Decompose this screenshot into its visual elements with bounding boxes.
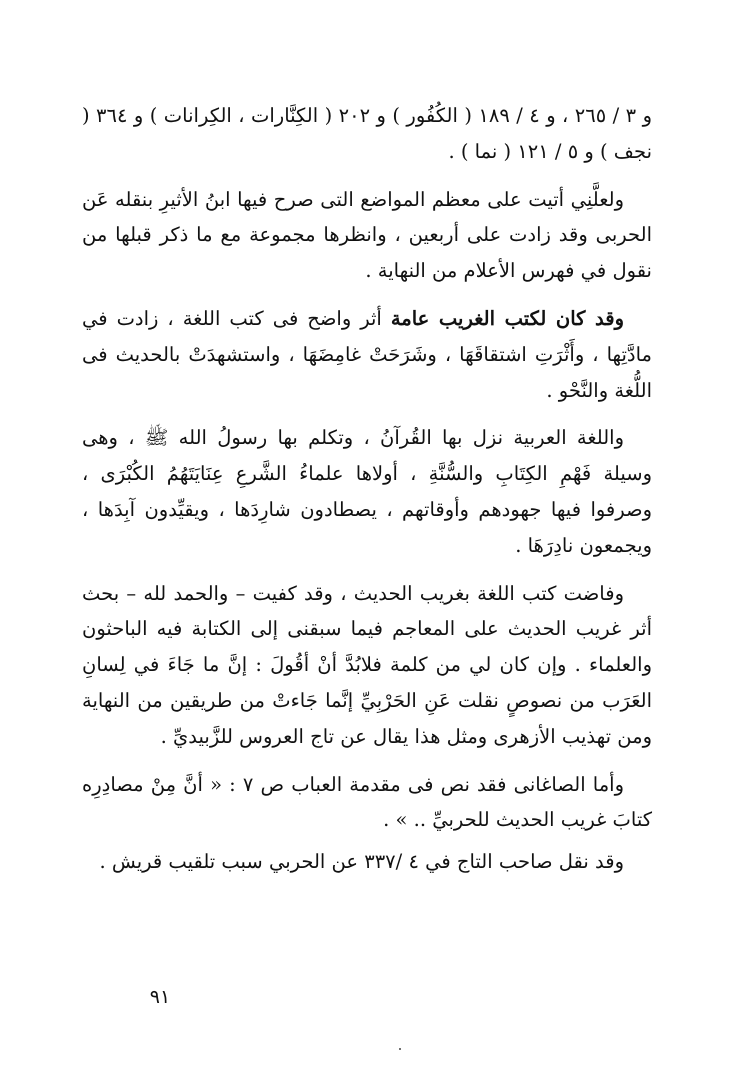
paragraph-taj: وقد نقل صاحب التاج في ٤ /٣٣٧ عن الحربي سبب تلقيب قريش . xyxy=(99,850,624,874)
paragraph-gharib-books-rest: أثر واضح فى كتب اللغة ، زادت في مادَّتِها ، وأَثْرَتِ اشتقاقَهَا ، وشَرَحَتْ غامِضَهَا ، واستشهدَتْ بالحديث فى اللُّغة والنَّحْو . xyxy=(82,306,652,402)
paragraph-gharib-books xyxy=(82,301,652,408)
page-number: ٩١ xyxy=(149,986,171,1008)
paragraph-saghani: وأما الصاغانى فقد نص فى مقدمة العباب ص ٧ : « أنَّ مِنْ مصادِرِه كتابَ غريب الحديث للحربيِّ .. » . xyxy=(82,772,652,832)
paragraph-citations: و ٣ / ٢٦٥ ، و ٤ / ١٨٩ ( الكُفُور ) و ٢٠٢ ( الكِنَّارات ، الكِرانات ) و ٣٦٤ ( نجف ) و ٥ / ١٢١ ( نما ) . xyxy=(82,104,652,163)
paragraph-ibn-athir: ولعلَّنِي أتيت على معظم المواضع التى صرح فيها ابنُ الأثيرِ بنقله عَن الحربى وقد زادت على أربعين ، وانظرها مجموعة مع ما ذكر قبلها من نقول في فهرس الأعلام من النهاية . xyxy=(82,187,652,283)
scan-speck xyxy=(399,1048,401,1050)
paragraph-arabic-language: واللغة العربية نزل بها القُرآنُ ، وتكلم بها رسولُ الله ﷺ ، وهى وسيلة فَهْمِ الكِتَابِ والسُّنَّةِ ، أولاها علماءُ الشَّرعِ عِنَايَتَهُمُ الكُبْرَى ، وصرفوا فيها جهودهم وأوقاتهم ، يصطادون شارِدَها ، ويقيِّدون آبِدَها ، ويجمعون نادِرَهَا . xyxy=(82,426,652,557)
paragraph-dictionaries: وفاضت كتب اللغة بغريب الحديث ، وقد كفيت – والحمد لله – بحث أثر غريب الحديث على المعاجم فيما سبقنى إلى الكتابة فيه الباحثون والعلماء . وإن كان لي من كلمة فلابُدَّ أنْ أقُولَ : إنَّ ما جَاءَ في لِسانِ العَرَب من نصوصٍ نقلت عَنِ الحَرْبِيِّ إنَّما جَاءتْ من طريقين من النهاية ومن تهذيب الأزهرى ومثل هذا يقال عن تاج العروس للزَّبيديِّ . xyxy=(82,581,652,748)
bold-lead-phrase: وقد كان لكتب الغريب عامة xyxy=(390,306,624,330)
body-text xyxy=(82,98,652,892)
